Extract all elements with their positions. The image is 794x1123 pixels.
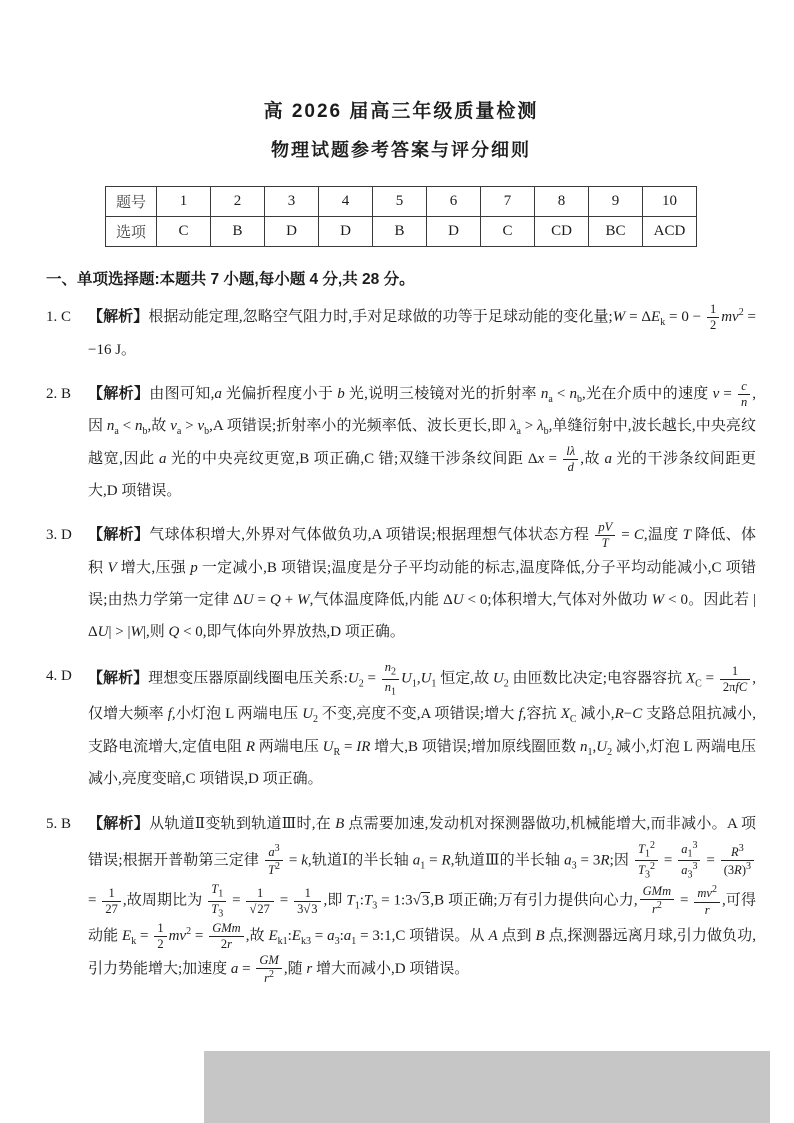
question-number-cell: 4 [319,187,373,217]
item-answer: B [61,815,72,832]
answer-item [46,660,756,795]
item-answer: B [61,385,72,402]
answer-item [46,808,756,986]
item-explanation: 【解析】从轨道Ⅱ变轨到轨道Ⅲ时,在 B 点需要加速,发动机对探测器做功,机械能增大,而非减小。A 项错误;根据开普勒第三定律 $\frac{a^3}{T^2}$ = k,轨道Ⅰ的半长轴 $a_1 = R$,轨道Ⅲ的半长轴 $a_3 = 3R$;因 $\frac{T_1^2}{T_3^2}$ = $\frac{a_1^3}{a_3^3}$ = $\frac{R^3}{(3R)^3}$ = $\frac{1}{27}$ ,故周期比为 $\frac{T_1}{T_3}$ = $\frac{1}{√27}$ = $\frac{1}{3√3}$ ,即 $T_1:T_3$ = 1:3√3,B 项正确;万有引力提供向心力, $\frac{\text{GMm}}{r^2}$ = $\frac{mv^2}{r}$ ,可得动能 $E_k$ = $\frac{1}{2}$ $mv^2$ = $\frac{\text{GMm}}{2r}$ ,故 $E_{k1}:E_{k3}$ = $a_3:a_1$ = 3:1,C 项错误。从 A 点到 B 点,探测器远离月球,引力做负功,引力势能增大;加速度 a = $\frac{GM}{r^2}$ ,随 r 增大而减小,D 项错误。 [88,814,756,985]
answer-cell: D [427,217,481,247]
page-subtitle: 物理试题参考答案与评分细则 [271,140,531,160]
item-explanation: 【解析】理想变压器原副线圈电压关系$:U_2$ = $\frac{n_2}{n_1}$ $U_1,U_1$ 恒定,故 $U_2$ 由匝数比决定;电容器容抗 $X_C$ = $\frac{1}{\text{2πfC}}$ ,仅增大频率 f,小灯泡 L 两端电压 $U_2$ 不变,亮度不变,A 项错误;增大 f,容抗 $X_C$ 减小,R−C 支路总阻抗减小,支路电流增大,定值电阻 R 两端电压 $U_R$ = IR 增大,B 项错误;增加原线圈匝数 $n_1,U_2$ 减小,灯泡 L 两端电压减小,亮度变暗,C 项错误,D 项正确。 [88,660,756,788]
item-number: 4. [46,668,58,685]
table-row-header: 选项 [106,217,157,247]
question-number-cell: 3 [265,187,319,217]
item-number: 1. [46,309,58,325]
page-title: 高 2026 届高三年级质量检测 [263,101,539,122]
table-row-header: 题号 [106,187,157,217]
item-number: 3. [46,527,58,544]
question-number-cell: 7 [481,187,535,217]
answer-cell: ACD [643,217,697,247]
question-number-cell: 10 [643,187,697,217]
question-number-cell: 6 [427,187,481,217]
answer-cell: C [157,217,211,247]
item-answer: C [61,309,72,325]
item-number-answer [46,519,88,551]
answer-cell: CD [535,217,589,247]
answer-table-numbers-row [106,187,697,217]
answer-item [46,519,756,648]
item-number: 5. [46,815,58,832]
answer-cell: C [481,217,535,247]
question-number-cell: 2 [211,187,265,217]
answer-item [46,301,756,366]
answer-table-options-row [106,217,697,247]
answer-cell: BC [589,217,643,247]
answer-table [105,186,697,247]
item-number-answer [46,301,88,333]
item-number-answer [46,808,88,840]
answer-cell: D [319,217,373,247]
section-heading: 一、单项选择题:本题共 7 小题,每小题 4 分,共 28 分。 [46,271,415,288]
question-number-cell: 5 [373,187,427,217]
item-answer: D [61,527,72,544]
item-number-answer [46,378,88,410]
item-explanation: 【解析】气球体积增大,外界对气体做负功,A 项错误;根据理想气体状态方程 $\frac{pV}{T}$ = C,温度 T 降低、体积 V 增大,压强 p 一定减小,B 项错误;温度是分子平均动能的标志,温度降低,分子平均动能减小,C 项错误;由热力学第一定律 ΔU = Q + W,气体温度降低,内能 ΔU < 0;体积增大,气体对外做功 W < 0。因此若 |ΔU| > |W|,则 Q < 0,即气体向外界放热,D 项正确。 [88,520,756,640]
item-number: 2. [46,385,58,402]
question-number-cell: 8 [535,187,589,217]
answer-cell: B [373,217,427,247]
item-explanation: 【解析】根据动能定理,忽略空气阻力时,手对足球做的功等于足球动能的变化量;W = $\Delta E_k = 0$ − $\frac{1}{2}$ $mv^2 = -16$ J。 [88,302,756,358]
answer-cell: D [265,217,319,247]
item-explanation: 【解析】由图可知,a 光偏折程度小于 b 光,说明三棱镜对光的折射率 $n_a < n_b$,光在介质中的速度 v = $\frac{c}{n}$ ,因 $n_a < n_b$,故 $v_a > v_b,A$ 项错误;折射率小的光频率低、波长更长,即 $\lambda_a > \lambda_b$,单缝衍射中,波长越长,中央亮纹越宽,因此 a 光的中央亮纹更宽,B 项正确,C 错;双缝干涉条纹间距 Δx = $\frac{l\lambda}{d}$ ,故 a 光的干涉条纹间距更大,D 项错误。 [88,378,756,499]
item-number-answer [46,660,88,692]
question-number-cell: 1 [157,187,211,217]
item-answer: D [61,668,72,685]
answer-cell: B [211,217,265,247]
question-number-cell: 9 [589,187,643,217]
answer-item [46,378,756,508]
scan-gray-bar [204,1051,770,1123]
